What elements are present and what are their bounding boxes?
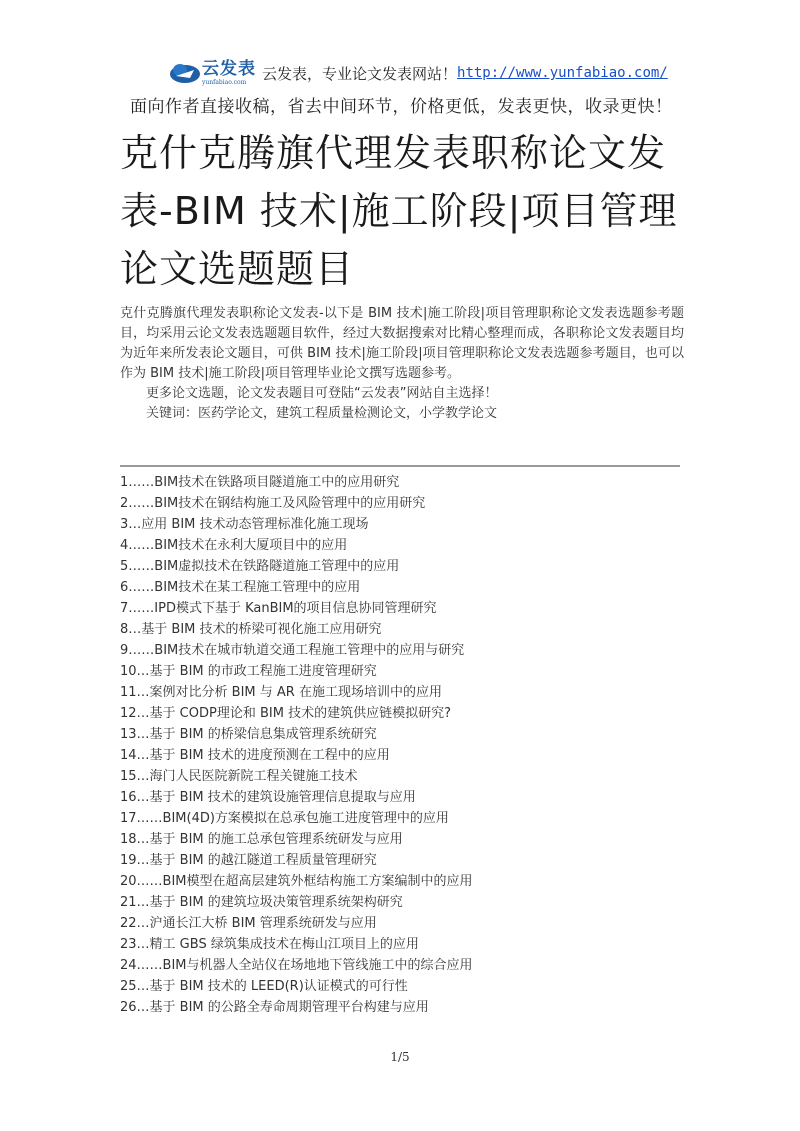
list-item: 9……BIM技术在城市轨道交通工程施工管理中的应用与研究	[120, 643, 465, 658]
list-item: 2……BIM技术在钢结构施工及风险管理中的应用研究	[120, 496, 426, 511]
site-url-link[interactable]: http://www.yunfabiao.com/	[457, 65, 668, 81]
list-item: 5……BIM虚拟技术在铁路隧道施工管理中的应用	[120, 559, 400, 574]
list-item: 22…沪通长江大桥 BIM 管理系统研发与应用	[120, 916, 377, 931]
site-header	[168, 60, 668, 86]
list-item: 17……BIM(4D)方案模拟在总承包施工进度管理中的应用	[120, 811, 449, 826]
notice-text: 更多论文选题，论文发表题目可登陆“云发表”网站自主选择！	[146, 386, 498, 401]
list-item: 7……IPD模式下基于 KanBIM的项目信息协同管理研究	[120, 601, 437, 616]
list-item: 13…基于 BIM 的桥梁信息集成管理系统研究	[120, 727, 377, 742]
site-description: 云发表，专业论文发表网站！	[262, 64, 458, 83]
logo-text: 云发表	[202, 58, 256, 79]
list-item: 23…精工 GBS 绿筑集成技术在梅山江项目上的应用	[120, 937, 419, 952]
tagline: 面向作者直接收稿，省去中间环节，价格更低，发表更快，收录更快！	[130, 97, 673, 117]
list-item: 12…基于 CODP理论和 BIM 技术的建筑供应链模拟研究?	[120, 706, 451, 721]
page-number: 1/5	[390, 1050, 410, 1064]
list-item: 8…基于 BIM 技术的桥梁可视化施工应用研究	[120, 622, 382, 637]
list-item: 6……BIM技术在某工程施工管理中的应用	[120, 580, 361, 595]
list-item: 10…基于 BIM 的市政工程施工进度管理研究	[120, 664, 377, 679]
list-item: 14…基于 BIM 技术的进度预测在工程中的应用	[120, 748, 390, 763]
list-item: 24……BIM与机器人全站仪在场地地下管线施工中的综合应用	[120, 958, 473, 973]
list-item: 4……BIM技术在永利大厦项目中的应用	[120, 538, 348, 553]
list-item: 15…海门人民医院新院工程关键施工技术	[120, 769, 358, 784]
list-item: 26…基于 BIM 的公路全寿命周期管理平台构建与应用	[120, 1000, 429, 1015]
logo	[168, 60, 256, 86]
cloud-logo-icon	[168, 60, 202, 86]
intro-paragraph: 克什克腾旗代理发表职称论文发表-以下是 BIM 技术|施工阶段|项目管理职称论文发表选题参考题目，均采用云论文发表选题题目软件，经过大数据搜索对比精心整理而成，各职称论文发表题目均为近年来所发表论文题目，可供 BIM 技术|施工阶段|项目管理职称论文发表选题参考题目，也可以作为 BIM 技术|施工阶段|项目管理毕业论文撰写选题参考。	[120, 306, 684, 381]
list-item: 16…基于 BIM 技术的建筑设施管理信息提取与应用	[120, 790, 416, 805]
list-item: 3…应用 BIM 技术动态管理标准化施工现场	[120, 517, 369, 532]
list-item: 11…案例对比分析 BIM 与 AR 在施工现场培训中的应用	[120, 685, 442, 700]
list-item: 25…基于 BIM 技术的 LEED(R)认证模式的可行性	[120, 979, 408, 994]
topic-list	[120, 472, 690, 1018]
list-item: 18…基于 BIM 的施工总承包管理系统研发与应用	[120, 832, 403, 847]
list-item: 19…基于 BIM 的越江隧道工程质量管理研究	[120, 853, 377, 868]
list-item: 20……BIM模型在超高层建筑外框结构施工方案编制中的应用	[120, 874, 473, 889]
document-title: 克什克腾旗代理发表职称论文发表-BIM 技术|施工阶段|项目管理论文选题题目	[120, 131, 678, 291]
list-item: 1……BIM技术在铁路项目隧道施工中的应用研究	[120, 475, 400, 490]
list-item: 21…基于 BIM 的建筑垃圾决策管理系统架构研究	[120, 895, 403, 910]
logo-subtext: yunfabiao.com	[202, 78, 247, 86]
divider	[120, 465, 680, 467]
intro-section	[120, 304, 684, 424]
keywords-text: 关键词：医药学论文，建筑工程质量检测论文，小学教学论文	[146, 406, 498, 421]
